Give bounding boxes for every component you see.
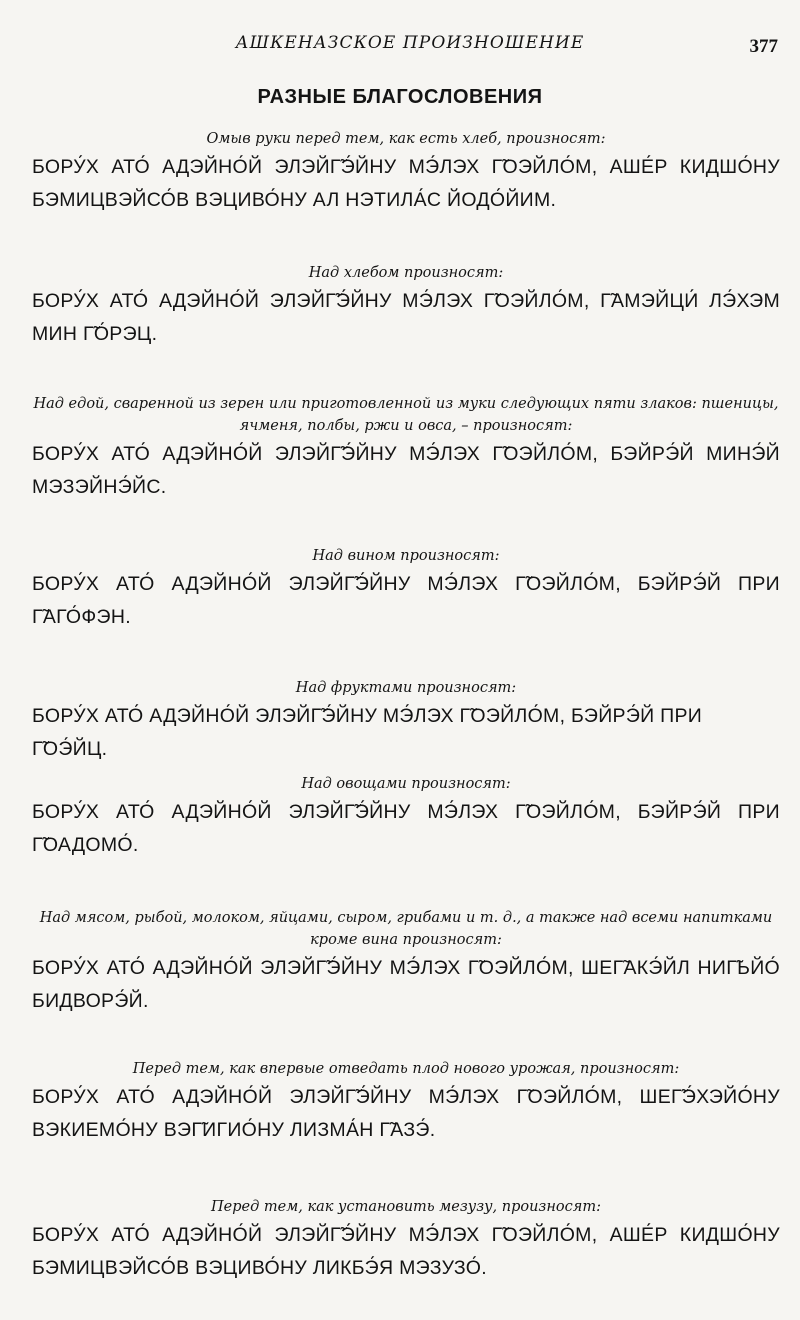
blessing-instruction: Над вином произносят: (312, 548, 500, 564)
blessing-text: БОРУ́Х АТО́ АДЭЙНО́Й ЭЛЭЙГ̃Э́ЙНУ МЭ́ЛЭХ Г̃ОЭЙЛО́М, АШЕ́Р КИДШО́НУ БЭМИЦВЭЙСО́В ВЭЦИВО́НУ ЛИКБЭ́Я МЭЗУЗО́. (32, 1224, 780, 1279)
section-title: РАЗНЫЕ БЛАГОСЛОВЕНИЯ (257, 86, 543, 108)
blessing-instruction: Перед тем, как впервые отведать плод нового урожая, произносят: (132, 1061, 680, 1077)
blessing-text: БОРУ́Х АТО́ АДЭЙНО́Й ЭЛЭЙГ̃Э́ЙНУ МЭ́ЛЭХ Г̃ОЭЙЛО́М, ШЕГ̃АКЭ́ЙЛ НИГ̃ЬЙО́ БИДВОРЭ́Й. (32, 957, 780, 1012)
blessing-instruction: Над фруктами произносят: (295, 680, 517, 696)
blessing-text: БОРУ́Х АТО́ АДЭЙНО́Й ЭЛЭЙГ̃Э́ЙНУ МЭ́ЛЭХ Г̃ОЭЙЛО́М, БЭЙРЭ́Й МИНЭ́Й МЭЗЭЙНЭ́ЙС. (32, 443, 780, 498)
blessing-grain-dishes (32, 393, 780, 504)
blessing-instruction: Над едой, сваренной из зерен или приготовленной из муки следующих пяти злаков: пшеницы, ячменя, полбы, ржи и овса, – произносят: (33, 396, 779, 434)
blessing-hand-washing (32, 128, 780, 217)
blessing-text: БОРУ́Х АТО́ АДЭЙНО́Й ЭЛЭЙГ̃Э́ЙНУ МЭ́ЛЭХ Г̃ОЭЙЛО́М, БЭЙРЭ́Й ПРИ Г̃ОЭ́ЙЦ. (32, 705, 703, 760)
blessing-instruction: Над мясом, рыбой, молоком, яйцами, сыром, грибами и т. д., а также над всеми напитками кроме вина произносят: (39, 910, 773, 948)
blessing-instruction: Омыв руки перед тем, как есть хлеб, произносят: (206, 131, 606, 147)
running-title: АШКЕНАЗСКОЕ ПРОИЗНОШЕНИЕ (235, 33, 585, 53)
blessing-new-fruit (32, 1058, 780, 1147)
blessing-fruits (32, 677, 780, 766)
blessing-bread (32, 262, 780, 351)
blessing-vegetables (32, 773, 780, 862)
blessing-mezuzah (32, 1196, 780, 1285)
blessing-text: БОРУ́Х АТО́ АДЭЙНО́Й ЭЛЭЙГ̃Э́ЙНУ МЭ́ЛЭХ Г̃ОЭЙЛО́М, ШЕГ̃Э́ХЭЙО́НУ ВЭКИЕМО́НУ ВЭГ̃ИГИО́НУ ЛИЗМА́Н Г̃АЗЭ́. (32, 1086, 780, 1141)
blessing-text: БОРУ́Х АТО́ АДЭЙНО́Й ЭЛЭЙГ̃Э́ЙНУ МЭ́ЛЭХ Г̃ОЭЙЛО́М, БЭЙРЭ́Й ПРИ Г̃АГО́ФЭН. (32, 573, 780, 628)
blessing-text: БОРУ́Х АТО́ АДЭЙНО́Й ЭЛЭЙГ̃Э́ЙНУ МЭ́ЛЭХ Г̃ОЭЙЛО́М, БЭЙРЭ́Й ПРИ Г̃ОАДОМО́. (32, 801, 780, 856)
blessing-text: БОРУ́Х АТО́ АДЭЙНО́Й ЭЛЭЙГ̃Э́ЙНУ МЭ́ЛЭХ Г̃ОЭЙЛО́М, АШЕ́Р КИДШО́НУ БЭМИЦВЭЙСО́В ВЭЦИВО́НУ АЛ НЭТИЛА́С ЙОДО́ЙИМ. (32, 156, 780, 211)
blessing-instruction: Перед тем, как установить мезузу, произносят: (211, 1199, 601, 1215)
blessing-instruction: Над хлебом произносят: (308, 265, 504, 281)
blessing-wine (32, 545, 780, 634)
blessing-text: БОРУ́Х АТО́ АДЭЙНО́Й ЭЛЭЙГ̃Э́ЙНУ МЭ́ЛЭХ Г̃ОЭЙЛО́М, Г̃АМЭЙЦИ́ ЛЭ́ХЭМ МИН Г̃О́РЭЦ. (32, 290, 780, 345)
blessing-other-foods (32, 907, 780, 1018)
page-number: 377 (749, 36, 778, 57)
blessing-instruction: Над овощами произносят: (301, 776, 511, 792)
